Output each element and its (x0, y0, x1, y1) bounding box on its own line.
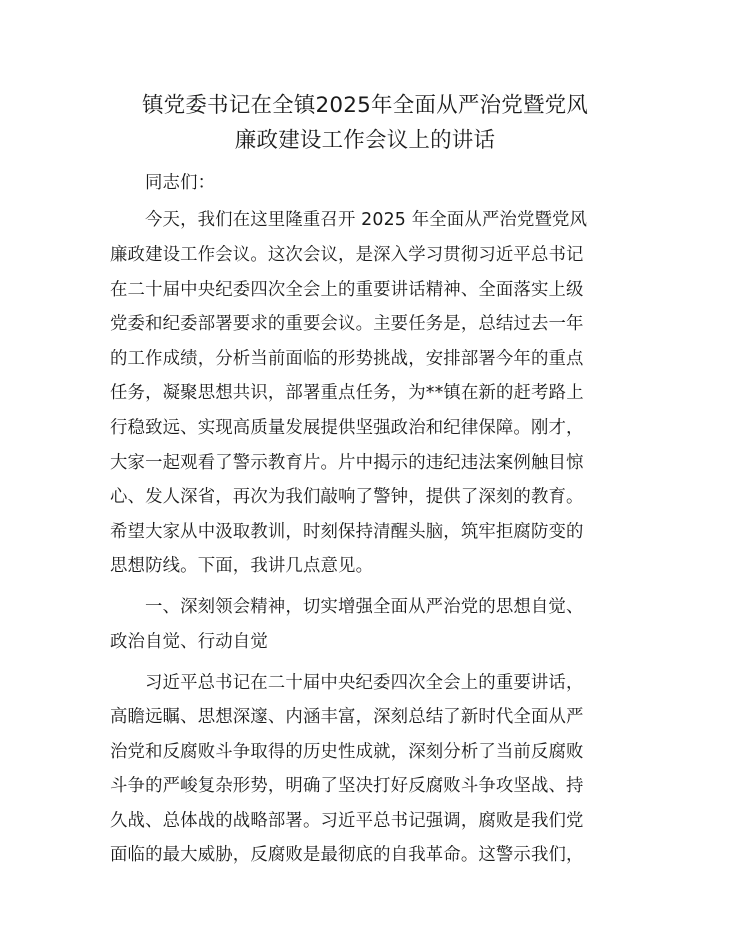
paragraph-1-line: 思想防线。下面，我讲几点意见。 (110, 556, 374, 576)
salutation: 同志们： (145, 173, 216, 193)
paragraph-2-line: 久战、总体战的战略部署。习近平总书记强调，腐败是我们党 (110, 811, 584, 831)
paragraph-1-line: 在二十届中央纪委四次全会上的重要讲话精神、全面落实上级 (110, 280, 584, 300)
paragraph-1-line: 的工作成绩，分析当前面临的形势挑战，安排部署今年的重点 (110, 349, 584, 369)
paragraph-1-line: 今天，我们在这里隆重召开 2025 年全面从严治党暨党风 (145, 210, 588, 230)
paragraph-1-line: 心、发人深省，再次为我们敲响了警钟，提供了深刻的教育。 (110, 487, 584, 507)
paragraph-2-line: 斗争的严峻复杂形势，明确了坚决打好反腐败斗争攻坚战、持 (110, 776, 584, 796)
document-title-line-2: 廉政建设工作会议上的讲话 (234, 128, 496, 153)
document-title-line-1: 镇党委书记在全镇2025年全面从严治党暨党风 (141, 93, 589, 118)
paragraph-2-line: 面临的最大威胁，反腐败是最彻底的自我革命。这警示我们， (110, 845, 584, 865)
paragraph-1-line: 希望大家从中汲取教训，时刻保持清醒头脑，筑牢拒腐防变的 (110, 522, 584, 542)
section-heading-1-line: 一、深刻领会精神，切实增强全面从严治党的思想自觉、 (145, 597, 584, 617)
paragraph-1-line: 任务，凝聚思想共识，部署重点任务，为**镇在新的赶考路上 (110, 383, 584, 403)
paragraph-2-line: 高瞻远瞩、思想深邃、内涵丰富，深刻总结了新时代全面从严 (110, 707, 584, 727)
section-heading-1-line: 政治自觉、行动自觉 (110, 632, 268, 652)
paragraph-1-line: 大家一起观看了警示教育片。片中揭示的违纪违法案例触目惊 (110, 453, 584, 473)
paragraph-1-line: 党委和纪委部署要求的重要会议。主要任务是，总结过去一年 (110, 314, 584, 334)
paragraph-2-line: 习近平总书记在二十届中央纪委四次全会上的重要讲话， (145, 673, 584, 693)
paragraph-2-line: 治党和反腐败斗争取得的历史性成就，深刻分析了当前反腐败 (110, 742, 584, 762)
paragraph-1-line: 行稳致远、实现高质量发展提供坚强政治和纪律保障。刚才， (110, 418, 584, 438)
paragraph-1-line: 廉政建设工作会议。这次会议，是深入学习贯彻习近平总书记 (110, 245, 584, 265)
